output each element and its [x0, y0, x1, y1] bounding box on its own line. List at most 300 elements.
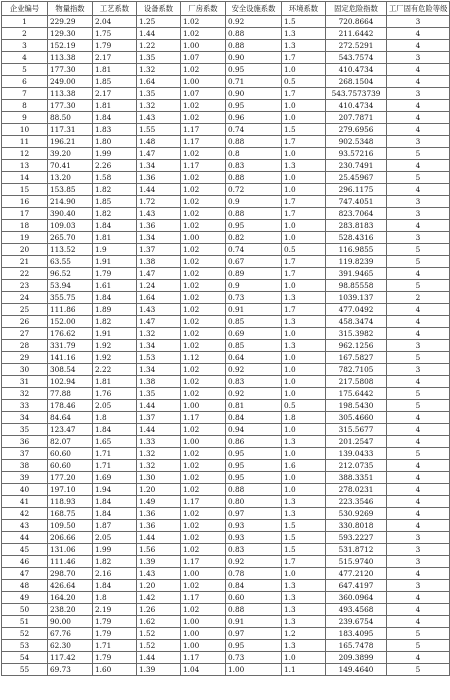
header-cell: 环境系数 [282, 2, 326, 16]
cell-fixed-hazard-index: 98.85558 [326, 280, 387, 292]
cell-environment-factor: 1.0 [282, 328, 326, 340]
cell-building-factor: 1.02 [181, 112, 226, 124]
cell-equipment-factor: 1.53 [137, 352, 181, 364]
cell-environment-factor: 1.7 [282, 556, 326, 568]
cell-hazard-level: 4 [387, 460, 450, 472]
cell-equipment-factor: 1.56 [137, 544, 181, 556]
cell-fixed-hazard-index: 296.1175 [326, 184, 387, 196]
cell-process-factor: 1.61 [93, 280, 137, 292]
cell-safety-factor: 0.9 [226, 196, 282, 208]
cell-hazard-level: 3 [387, 532, 450, 544]
cell-material-index: 390.40 [48, 208, 93, 220]
table-row [2, 112, 450, 124]
table-row [2, 268, 450, 280]
cell-environment-factor: 1.7 [282, 256, 326, 268]
cell-safety-factor: 0.93 [226, 532, 282, 544]
cell-building-factor: 1.02 [181, 580, 226, 592]
cell-equipment-factor: 1.34 [137, 364, 181, 376]
cell-material-index: 355.75 [48, 292, 93, 304]
table-header-row [2, 2, 450, 16]
cell-equipment-factor: 1.44 [137, 424, 181, 436]
cell-safety-factor: 0.92 [226, 364, 282, 376]
cell-process-factor: 1.8 [93, 412, 137, 424]
cell-company-id: 15 [2, 184, 48, 196]
cell-process-factor: 1.87 [93, 520, 137, 532]
cell-fixed-hazard-index: 207.7871 [326, 112, 387, 124]
cell-equipment-factor: 1.47 [137, 268, 181, 280]
cell-process-factor: 1.79 [93, 628, 137, 640]
cell-process-factor: 1.71 [93, 640, 137, 652]
cell-building-factor: 1.02 [181, 184, 226, 196]
cell-safety-factor: 0.72 [226, 184, 282, 196]
cell-material-index: 153.85 [48, 184, 93, 196]
cell-fixed-hazard-index: 272.5291 [326, 40, 387, 52]
cell-company-id: 9 [2, 112, 48, 124]
cell-equipment-factor: 1.44 [137, 28, 181, 40]
cell-building-factor: 1.12 [181, 352, 226, 364]
cell-equipment-factor: 1.34 [137, 232, 181, 244]
cell-fixed-hazard-index: 391.9465 [326, 268, 387, 280]
cell-environment-factor: 1.0 [282, 112, 326, 124]
cell-safety-factor: 0.95 [226, 64, 282, 76]
cell-material-index: 60.60 [48, 448, 93, 460]
cell-material-index: 77.88 [48, 388, 93, 400]
cell-fixed-hazard-index: 1039.137 [326, 292, 387, 304]
cell-process-factor: 1.85 [93, 76, 137, 88]
cell-equipment-factor: 1.47 [137, 316, 181, 328]
cell-building-factor: 1.02 [181, 532, 226, 544]
header-cell: 物量指数 [48, 2, 93, 16]
header-cell: 工艺系数 [93, 2, 137, 16]
cell-material-index: 331.79 [48, 340, 93, 352]
cell-process-factor: 1.79 [93, 268, 137, 280]
cell-safety-factor: 0.93 [226, 520, 282, 532]
cell-material-index: 164.20 [48, 592, 93, 604]
cell-equipment-factor: 1.24 [137, 280, 181, 292]
cell-process-factor: 1.79 [93, 652, 137, 664]
cell-equipment-factor: 1.72 [137, 196, 181, 208]
cell-environment-factor: 1.0 [282, 472, 326, 484]
table-row [2, 328, 450, 340]
cell-hazard-level: 4 [387, 436, 450, 448]
cell-building-factor: 1.02 [181, 388, 226, 400]
cell-hazard-level: 5 [387, 244, 450, 256]
cell-company-id: 7 [2, 88, 48, 100]
cell-hazard-level: 4 [387, 616, 450, 628]
cell-company-id: 41 [2, 496, 48, 508]
cell-fixed-hazard-index: 183.4095 [326, 628, 387, 640]
cell-equipment-factor: 1.47 [137, 148, 181, 160]
cell-process-factor: 1.94 [93, 484, 137, 496]
table-row [2, 532, 450, 544]
cell-process-factor: 1.89 [93, 304, 137, 316]
cell-environment-factor: 1.0 [282, 424, 326, 436]
table-row [2, 196, 450, 208]
cell-equipment-factor: 1.43 [137, 304, 181, 316]
table-row [2, 664, 450, 676]
table-row [2, 472, 450, 484]
cell-material-index: 88.50 [48, 112, 93, 124]
cell-safety-factor: 0.60 [226, 592, 282, 604]
cell-fixed-hazard-index: 315.3982 [326, 328, 387, 340]
cell-environment-factor: 1.3 [282, 640, 326, 652]
cell-building-factor: 1.02 [181, 268, 226, 280]
cell-safety-factor: 0.9 [226, 280, 282, 292]
cell-equipment-factor: 1.20 [137, 484, 181, 496]
cell-hazard-level: 3 [387, 580, 450, 592]
cell-material-index: 109.50 [48, 520, 93, 532]
cell-equipment-factor: 1.32 [137, 328, 181, 340]
cell-building-factor: 1.02 [181, 472, 226, 484]
cell-hazard-level: 5 [387, 640, 450, 652]
cell-hazard-level: 4 [387, 76, 450, 88]
cell-safety-factor: 0.88 [226, 28, 282, 40]
cell-hazard-level: 5 [387, 400, 450, 412]
cell-hazard-level: 3 [387, 544, 450, 556]
table-row [2, 448, 450, 460]
cell-hazard-level: 4 [387, 220, 450, 232]
cell-environment-factor: 1.0 [282, 568, 326, 580]
cell-environment-factor: 1.3 [282, 436, 326, 448]
cell-environment-factor: 1.3 [282, 580, 326, 592]
cell-material-index: 39.20 [48, 148, 93, 160]
cell-company-id: 3 [2, 40, 48, 52]
cell-hazard-level: 5 [387, 256, 450, 268]
cell-fixed-hazard-index: 278.0231 [326, 484, 387, 496]
cell-safety-factor: 0.95 [226, 640, 282, 652]
cell-equipment-factor: 1.30 [137, 472, 181, 484]
cell-safety-factor: 0.84 [226, 580, 282, 592]
cell-environment-factor: 1.3 [282, 508, 326, 520]
cell-company-id: 38 [2, 460, 48, 472]
cell-building-factor: 1.02 [181, 520, 226, 532]
table-row [2, 400, 450, 412]
cell-hazard-level: 3 [387, 556, 450, 568]
cell-process-factor: 1.71 [93, 460, 137, 472]
cell-fixed-hazard-index: 268.1504 [326, 76, 387, 88]
cell-safety-factor: 0.96 [226, 112, 282, 124]
cell-process-factor: 2.05 [93, 532, 137, 544]
cell-hazard-level: 5 [387, 664, 450, 676]
cell-building-factor: 1.17 [181, 124, 226, 136]
cell-fixed-hazard-index: 165.7478 [326, 640, 387, 652]
cell-hazard-level: 4 [387, 604, 450, 616]
cell-equipment-factor: 1.25 [137, 16, 181, 28]
cell-process-factor: 1.81 [93, 100, 137, 112]
cell-company-id: 21 [2, 256, 48, 268]
cell-environment-factor: 1.0 [282, 652, 326, 664]
cell-process-factor: 1.99 [93, 148, 137, 160]
cell-safety-factor: 0.81 [226, 400, 282, 412]
cell-process-factor: 1.84 [93, 112, 137, 124]
cell-environment-factor: 1.0 [282, 388, 326, 400]
table-row [2, 52, 450, 64]
cell-environment-factor: 1.6 [282, 460, 326, 472]
cell-material-index: 117.31 [48, 124, 93, 136]
cell-building-factor: 1.02 [181, 292, 226, 304]
cell-process-factor: 2.17 [93, 88, 137, 100]
cell-safety-factor: 0.80 [226, 496, 282, 508]
cell-hazard-level: 3 [387, 16, 450, 28]
table-row [2, 484, 450, 496]
cell-environment-factor: 1.0 [282, 220, 326, 232]
cell-building-factor: 1.02 [181, 172, 226, 184]
cell-company-id: 43 [2, 520, 48, 532]
cell-safety-factor: 0.95 [226, 448, 282, 460]
cell-company-id: 4 [2, 52, 48, 64]
cell-material-index: 177.30 [48, 64, 93, 76]
table-row [2, 208, 450, 220]
cell-hazard-level: 3 [387, 52, 450, 64]
cell-hazard-level: 5 [387, 352, 450, 364]
cell-hazard-level: 4 [387, 64, 450, 76]
cell-safety-factor: 0.83 [226, 544, 282, 556]
cell-equipment-factor: 1.26 [137, 604, 181, 616]
cell-equipment-factor: 1.39 [137, 556, 181, 568]
hazard-index-table [1, 1, 450, 676]
cell-company-id: 10 [2, 124, 48, 136]
cell-process-factor: 1.75 [93, 28, 137, 40]
cell-building-factor: 1.02 [181, 508, 226, 520]
cell-hazard-level: 4 [387, 328, 450, 340]
cell-equipment-factor: 1.37 [137, 412, 181, 424]
cell-equipment-factor: 1.49 [137, 496, 181, 508]
cell-safety-factor: 0.74 [226, 124, 282, 136]
table-row [2, 376, 450, 388]
cell-safety-factor: 0.73 [226, 652, 282, 664]
table-row [2, 28, 450, 40]
table-row [2, 280, 450, 292]
cell-equipment-factor: 1.36 [137, 220, 181, 232]
cell-process-factor: 1.60 [93, 664, 137, 676]
cell-process-factor: 2.05 [93, 400, 137, 412]
cell-environment-factor: 1.3 [282, 604, 326, 616]
cell-company-id: 23 [2, 280, 48, 292]
cell-equipment-factor: 1.39 [137, 664, 181, 676]
cell-material-index: 118.93 [48, 496, 93, 508]
cell-equipment-factor: 1.38 [137, 256, 181, 268]
cell-material-index: 53.94 [48, 280, 93, 292]
table-row [2, 652, 450, 664]
cell-fixed-hazard-index: 149.4640 [326, 664, 387, 676]
cell-material-index: 70.41 [48, 160, 93, 172]
cell-material-index: 69.73 [48, 664, 93, 676]
cell-hazard-level: 4 [387, 100, 450, 112]
cell-environment-factor: 1.0 [282, 484, 326, 496]
cell-fixed-hazard-index: 543.7574 [326, 52, 387, 64]
cell-environment-factor: 1.0 [282, 448, 326, 460]
cell-building-factor: 1.02 [181, 220, 226, 232]
cell-building-factor: 1.02 [181, 340, 226, 352]
cell-company-id: 19 [2, 232, 48, 244]
cell-hazard-level: 5 [387, 448, 450, 460]
cell-equipment-factor: 1.43 [137, 568, 181, 580]
cell-company-id: 44 [2, 532, 48, 544]
cell-equipment-factor: 1.35 [137, 388, 181, 400]
cell-company-id: 47 [2, 568, 48, 580]
cell-hazard-level: 3 [387, 208, 450, 220]
cell-material-index: 63.55 [48, 256, 93, 268]
cell-safety-factor: 0.90 [226, 52, 282, 64]
table-row [2, 364, 450, 376]
table-row [2, 460, 450, 472]
cell-hazard-level: 5 [387, 628, 450, 640]
cell-company-id: 49 [2, 592, 48, 604]
cell-fixed-hazard-index: 410.4734 [326, 64, 387, 76]
table-row [2, 388, 450, 400]
cell-material-index: 102.94 [48, 376, 93, 388]
cell-fixed-hazard-index: 201.2547 [326, 436, 387, 448]
cell-fixed-hazard-index: 720.8664 [326, 16, 387, 28]
cell-building-factor: 1.02 [181, 316, 226, 328]
cell-hazard-level: 4 [387, 124, 450, 136]
cell-equipment-factor: 1.32 [137, 448, 181, 460]
cell-hazard-level: 4 [387, 496, 450, 508]
cell-building-factor: 1.02 [181, 484, 226, 496]
table-row [2, 568, 450, 580]
cell-environment-factor: 1.3 [282, 160, 326, 172]
table-row [2, 628, 450, 640]
cell-material-index: 117.42 [48, 652, 93, 664]
table-row [2, 496, 450, 508]
cell-equipment-factor: 1.44 [137, 184, 181, 196]
cell-environment-factor: 1.8 [282, 412, 326, 424]
cell-safety-factor: 0.91 [226, 616, 282, 628]
cell-building-factor: 1.17 [181, 556, 226, 568]
cell-building-factor: 1.00 [181, 232, 226, 244]
cell-safety-factor: 0.92 [226, 16, 282, 28]
cell-environment-factor: 1.3 [282, 496, 326, 508]
cell-process-factor: 1.84 [93, 580, 137, 592]
cell-safety-factor: 0.88 [226, 40, 282, 52]
cell-hazard-level: 4 [387, 160, 450, 172]
cell-material-index: 67.76 [48, 628, 93, 640]
cell-building-factor: 1.02 [181, 304, 226, 316]
cell-hazard-level: 4 [387, 376, 450, 388]
cell-safety-factor: 0.88 [226, 136, 282, 148]
cell-building-factor: 1.17 [181, 652, 226, 664]
cell-safety-factor: 0.78 [226, 568, 282, 580]
cell-safety-factor: 0.88 [226, 604, 282, 616]
table-row [2, 424, 450, 436]
cell-safety-factor: 0.83 [226, 376, 282, 388]
cell-fixed-hazard-index: 647.4197 [326, 580, 387, 592]
table-row [2, 340, 450, 352]
cell-equipment-factor: 1.32 [137, 64, 181, 76]
table-row [2, 556, 450, 568]
cell-hazard-level: 4 [387, 568, 450, 580]
cell-building-factor: 1.02 [181, 544, 226, 556]
cell-equipment-factor: 1.48 [137, 136, 181, 148]
table-row [2, 64, 450, 76]
cell-environment-factor: 1.3 [282, 316, 326, 328]
cell-process-factor: 1.81 [93, 376, 137, 388]
cell-environment-factor: 1.0 [282, 172, 326, 184]
cell-material-index: 96.52 [48, 268, 93, 280]
cell-environment-factor: 0.5 [282, 76, 326, 88]
cell-fixed-hazard-index: 477.0492 [326, 304, 387, 316]
cell-material-index: 178.46 [48, 400, 93, 412]
cell-fixed-hazard-index: 119.8239 [326, 256, 387, 268]
cell-hazard-level: 3 [387, 196, 450, 208]
cell-hazard-level: 4 [387, 508, 450, 520]
cell-equipment-factor: 1.34 [137, 160, 181, 172]
cell-building-factor: 1.07 [181, 52, 226, 64]
cell-environment-factor: 1.5 [282, 532, 326, 544]
cell-fixed-hazard-index: 209.3899 [326, 652, 387, 664]
cell-environment-factor: 1.7 [282, 304, 326, 316]
cell-building-factor: 1.02 [181, 16, 226, 28]
cell-safety-factor: 0.95 [226, 100, 282, 112]
cell-material-index: 111.46 [48, 556, 93, 568]
cell-process-factor: 1.81 [93, 64, 137, 76]
cell-company-id: 48 [2, 580, 48, 592]
cell-building-factor: 1.00 [181, 616, 226, 628]
cell-environment-factor: 1.0 [282, 64, 326, 76]
cell-process-factor: 1.99 [93, 544, 137, 556]
cell-company-id: 53 [2, 640, 48, 652]
cell-material-index: 141.16 [48, 352, 93, 364]
cell-equipment-factor: 1.32 [137, 100, 181, 112]
cell-fixed-hazard-index: 217.5808 [326, 376, 387, 388]
cell-process-factor: 1.91 [93, 256, 137, 268]
cell-hazard-level: 5 [387, 388, 450, 400]
cell-process-factor: 1.84 [93, 496, 137, 508]
cell-safety-factor: 0.88 [226, 208, 282, 220]
cell-safety-factor: 0.95 [226, 220, 282, 232]
cell-fixed-hazard-index: 962.1256 [326, 340, 387, 352]
cell-hazard-level: 3 [387, 232, 450, 244]
cell-company-id: 13 [2, 160, 48, 172]
cell-fixed-hazard-index: 305.4660 [326, 412, 387, 424]
cell-fixed-hazard-index: 25.45967 [326, 172, 387, 184]
cell-hazard-level: 4 [387, 184, 450, 196]
cell-equipment-factor: 1.33 [137, 436, 181, 448]
cell-material-index: 90.00 [48, 616, 93, 628]
cell-safety-factor: 0.73 [226, 292, 282, 304]
cell-fixed-hazard-index: 515.9740 [326, 556, 387, 568]
cell-material-index: 229.29 [48, 16, 93, 28]
cell-building-factor: 1.00 [181, 640, 226, 652]
cell-hazard-level: 4 [387, 520, 450, 532]
cell-equipment-factor: 1.64 [137, 76, 181, 88]
cell-material-index: 131.06 [48, 544, 93, 556]
cell-process-factor: 2.04 [93, 16, 137, 28]
cell-equipment-factor: 1.20 [137, 580, 181, 592]
cell-environment-factor: 1.5 [282, 544, 326, 556]
cell-process-factor: 1.80 [93, 136, 137, 148]
cell-company-id: 33 [2, 400, 48, 412]
cell-process-factor: 1.92 [93, 352, 137, 364]
cell-process-factor: 1.82 [93, 184, 137, 196]
table-row [2, 256, 450, 268]
cell-hazard-level: 3 [387, 88, 450, 100]
cell-company-id: 29 [2, 352, 48, 364]
cell-material-index: 168.75 [48, 508, 93, 520]
cell-safety-factor: 0.64 [226, 352, 282, 364]
cell-building-factor: 1.00 [181, 400, 226, 412]
cell-fixed-hazard-index: 283.8183 [326, 220, 387, 232]
cell-equipment-factor: 1.36 [137, 520, 181, 532]
cell-fixed-hazard-index: 212.0735 [326, 460, 387, 472]
cell-process-factor: 1.76 [93, 388, 137, 400]
cell-hazard-level: 4 [387, 472, 450, 484]
cell-environment-factor: 1.0 [282, 352, 326, 364]
cell-material-index: 13.20 [48, 172, 93, 184]
cell-hazard-level: 5 [387, 148, 450, 160]
table-row [2, 244, 450, 256]
cell-equipment-factor: 1.37 [137, 244, 181, 256]
